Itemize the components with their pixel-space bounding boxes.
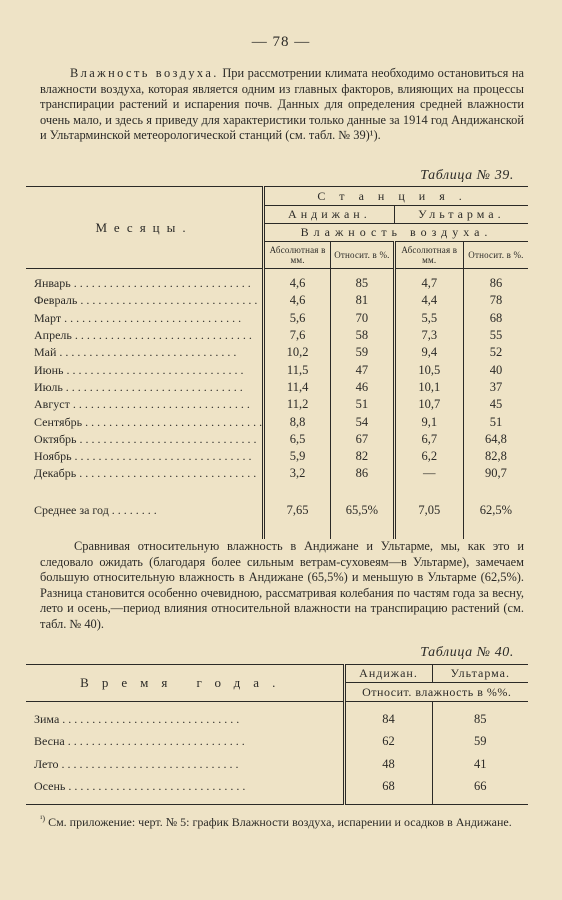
table-row — [26, 413, 528, 430]
value-a-rel: 67 — [331, 431, 395, 448]
table-row — [26, 448, 528, 465]
value-a-abs: 8,8 — [264, 413, 331, 430]
value-a-rel: 58 — [331, 327, 395, 344]
value-a-rel: 51 — [331, 396, 395, 413]
value-a: 62 — [344, 731, 432, 754]
table-row — [26, 753, 528, 776]
season-label: Лето . . . — [26, 753, 344, 776]
value-a-abs: 6,5 — [264, 431, 331, 448]
station-ultarma-header: Ультарма. — [394, 206, 528, 224]
value-a-abs: 4,6 — [264, 292, 331, 309]
value-b: 66 — [432, 776, 528, 799]
value-a: 48 — [344, 753, 432, 776]
value-b-rel: 86 — [463, 275, 528, 292]
value-a-abs: 10,2 — [264, 344, 331, 361]
month-label: Март . . . — [26, 310, 264, 327]
t40-andijan-header: Андижан. — [344, 665, 432, 683]
value-a-rel: 82 — [331, 448, 395, 465]
month-label: Апрель . . . — [26, 327, 264, 344]
t40-rel-header: Относит. влажность в %%. — [344, 683, 528, 702]
month-label: Февраль . . . — [26, 292, 264, 309]
value-a-rel: 85 — [331, 275, 395, 292]
value-a: 68 — [344, 776, 432, 799]
season-label: Зима . . . — [26, 708, 344, 731]
t40-ultarma-header: Ультарма. — [432, 665, 528, 683]
value-a-abs: 5,9 — [264, 448, 331, 465]
humidity-season-table — [26, 664, 528, 805]
month-label: Май . . . — [26, 344, 264, 361]
table-row — [26, 776, 528, 799]
year-a-abs: 7,65 — [264, 483, 331, 539]
col-rel-ultarma: Относит. в %. — [463, 242, 528, 269]
intro-text: При рассмотрении климата необходимо остановиться на влажности воздуха, которая является одним из главных факторов, влияющих на процессы транспирации растений и испарения почв. Данных для определения средней влажности очень мало, и здесь я приведу для характеристики только данные за 1914 год Андижанской и Ультарминской метеорологической станций (см. табл. № 39)¹). — [40, 66, 524, 143]
value-b-rel: 51 — [463, 413, 528, 430]
season-header: Время года. — [26, 665, 344, 702]
value-b-abs: 6,2 — [394, 448, 463, 465]
footnote-text: См. приложение: черт. № 5: график Влажности воздуха, испарении и осадков в Андижане. — [48, 815, 512, 829]
month-label: Октябрь . . . — [26, 431, 264, 448]
footnote-mark: ¹) — [40, 814, 46, 823]
value-b-abs: 10,5 — [394, 361, 463, 378]
month-label: Декабрь . . . — [26, 465, 264, 482]
value-a: 84 — [344, 708, 432, 731]
value-a-rel: 81 — [331, 292, 395, 309]
value-b-abs: 10,1 — [394, 379, 463, 396]
value-b: 85 — [432, 708, 528, 731]
footnote — [40, 812, 524, 829]
value-b-abs: 9,4 — [394, 344, 463, 361]
table-row — [26, 327, 528, 344]
value-a-abs: 4,6 — [264, 275, 331, 292]
year-a-rel: 65,5% — [331, 483, 395, 539]
table-row — [26, 361, 528, 378]
value-b-rel: 37 — [463, 379, 528, 396]
value-a-abs: 3,2 — [264, 465, 331, 482]
value-a-rel: 46 — [331, 379, 395, 396]
table-39-caption: Таблица № 39. — [420, 168, 514, 183]
value-b-rel: 90,7 — [463, 465, 528, 482]
col-abs-andijan: Абсолютная в мм. — [264, 242, 331, 269]
month-label: Ноябрь . . . — [26, 448, 264, 465]
intro-paragraph — [40, 66, 524, 144]
table-row — [26, 431, 528, 448]
month-label: Июль . . . — [26, 379, 264, 396]
humidity-monthly-table — [26, 186, 528, 539]
value-b-abs: 6,7 — [394, 431, 463, 448]
value-b-abs: — — [394, 465, 463, 482]
table-row — [26, 731, 528, 754]
value-a-rel: 47 — [331, 361, 395, 378]
humidity-header: Влажность воздуха. — [264, 224, 528, 242]
value-a-abs: 7,6 — [264, 327, 331, 344]
value-a-rel: 59 — [331, 344, 395, 361]
stations-header: Станция. — [264, 187, 528, 206]
month-label: Сентябрь . . . — [26, 413, 264, 430]
value-a-rel: 70 — [331, 310, 395, 327]
page-number: — 78 — — [251, 34, 311, 50]
table-row — [26, 708, 528, 731]
value-b-rel: 40 — [463, 361, 528, 378]
value-b-abs: 5,5 — [394, 310, 463, 327]
value-b-rel: 82,8 — [463, 448, 528, 465]
value-b-rel: 52 — [463, 344, 528, 361]
col-abs-ultarma: Абсолютная в мм. — [394, 242, 463, 269]
value-a-rel: 86 — [331, 465, 395, 482]
table-row — [26, 310, 528, 327]
value-b-abs: 10,7 — [394, 396, 463, 413]
table-row — [26, 465, 528, 482]
value-b-rel: 68 — [463, 310, 528, 327]
value-b-abs: 4,4 — [394, 292, 463, 309]
section-heading: Влажность воздуха. — [70, 66, 219, 80]
value-a-abs: 11,2 — [264, 396, 331, 413]
value-b: 41 — [432, 753, 528, 776]
table-40-caption: Таблица № 40. — [420, 645, 514, 660]
value-b: 59 — [432, 731, 528, 754]
season-label: Весна . . . — [26, 731, 344, 754]
value-b-rel: 64,8 — [463, 431, 528, 448]
season-label: Осень . . . — [26, 776, 344, 799]
col-rel-andijan: Относит. в %. — [331, 242, 395, 269]
year-b-rel: 62,5% — [463, 483, 528, 539]
months-header: Месяцы. — [26, 187, 264, 269]
table-row — [26, 379, 528, 396]
value-a-abs: 11,4 — [264, 379, 331, 396]
value-a-rel: 54 — [331, 413, 395, 430]
comparison-paragraph: Сравнивая относительную влажность в Андижане и Ультарме, мы, как это и следовало ожидать (благодаря более сильным ветрам-суховеям—в Ультарме), замечаем большую относительную влажность в Андижане (65,5%) и меньшую в Ультарме (62,5%). Разница становится особенно очевидною, рассматривая колебания по частям года за весну, лето и осень,—период влияния относительной влажности на транспирацию растений (см. табл. № 40). — [40, 539, 524, 631]
value-b-abs: 9,1 — [394, 413, 463, 430]
value-b-abs: 4,7 — [394, 275, 463, 292]
table-row — [26, 292, 528, 309]
value-b-rel: 78 — [463, 292, 528, 309]
year-average-label: Среднее за год . . . . . . . . — [34, 503, 157, 518]
month-label: Август . . . — [26, 396, 264, 413]
station-andijan-header: Андижан. — [264, 206, 395, 224]
value-a-abs: 5,6 — [264, 310, 331, 327]
year-b-abs: 7,05 — [394, 483, 463, 539]
table-row — [26, 396, 528, 413]
table-row — [26, 275, 528, 292]
table-row — [26, 344, 528, 361]
value-b-rel: 55 — [463, 327, 528, 344]
value-a-abs: 11,5 — [264, 361, 331, 378]
value-b-rel: 45 — [463, 396, 528, 413]
month-label: Январь . . . — [26, 275, 264, 292]
value-b-abs: 7,3 — [394, 327, 463, 344]
month-label: Июнь . . . — [26, 361, 264, 378]
